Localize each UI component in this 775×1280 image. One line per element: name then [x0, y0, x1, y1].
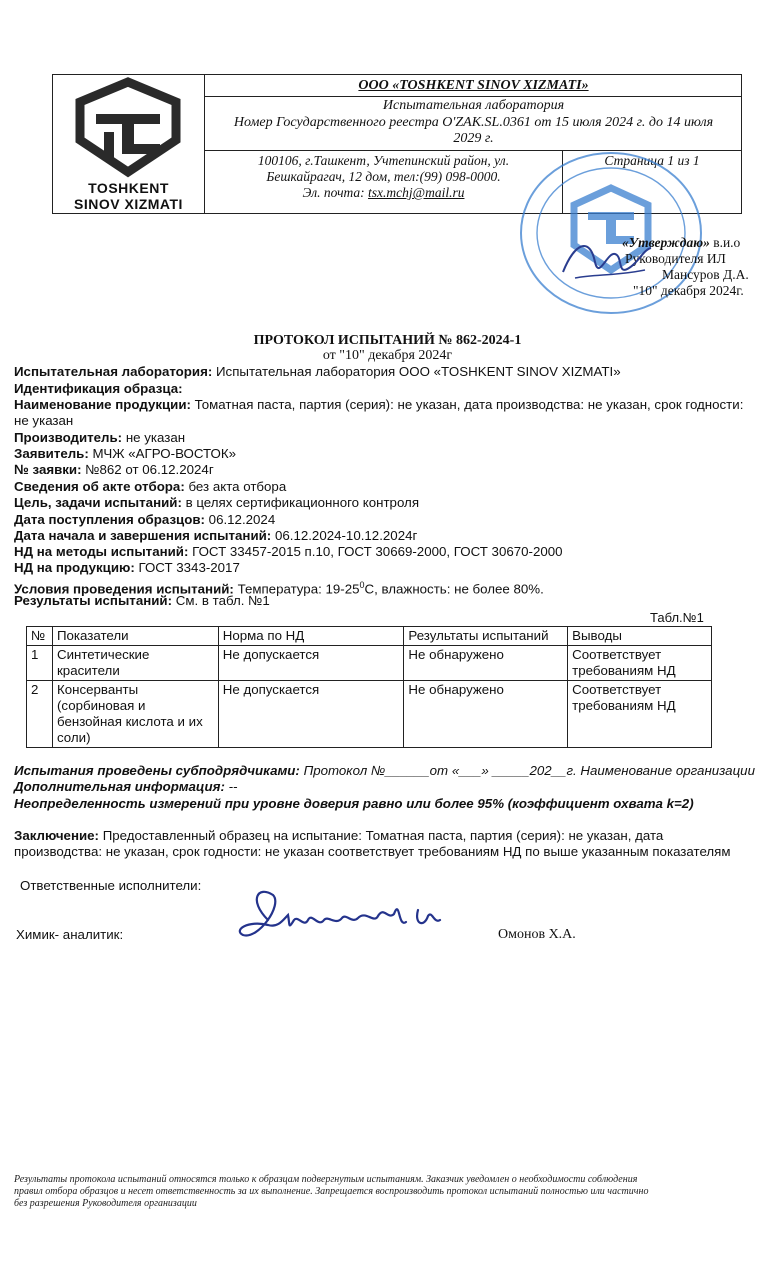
field-request [14, 462, 214, 478]
footer-line: без разрешения Руководителя организации [14, 1198, 197, 1209]
signature-icon [228, 880, 458, 955]
field-value: 06.12.2024 [208, 512, 276, 527]
protocol-date: от "10" декабря 2024г [322, 348, 453, 363]
footer-note [14, 1174, 762, 1210]
page-counter: Страница 1 из 1 [604, 153, 700, 168]
field-goal [14, 495, 419, 511]
field-value: 06.12.2024-10.12.2024г [274, 528, 418, 543]
conclusion-line2: производства: не указан, срок годности: не указан соответствует требованиям НД по выше указанным показателям [14, 844, 731, 859]
note-subcontract [14, 763, 755, 779]
field-label: НД на продукцию: [14, 560, 135, 575]
table-cell: Синтетические красители [52, 646, 218, 681]
field-value: См. в табл. №1 [175, 593, 270, 608]
field-value: №862 от 06.12.2024г [85, 462, 214, 477]
field-label: Идентификация образца: [14, 381, 183, 396]
field-label: Заявитель: [14, 446, 89, 461]
table-header-row [27, 627, 712, 646]
field-label: Дата поступления образцов: [14, 512, 205, 527]
field-value: в целях сертификационного контроля [185, 495, 420, 510]
approval-acting: в.и.о [713, 235, 741, 250]
table-caption: Табл.№1 [650, 610, 704, 625]
email-link[interactable]: tsx.mchj@mail.ru [368, 185, 465, 200]
address-line1: 100106, г.Ташкент, Учтепинский район, ул. [257, 153, 510, 168]
table-cell: Консерванты (сорбиновая и бензойная кислота и их соли) [52, 681, 218, 748]
field-value: Температура: 19-25 [237, 581, 360, 597]
table-cell: Не допускается [218, 681, 404, 748]
address-line2: Бешкайрагач, 12 дом, тел:(99) 098-0000. [266, 169, 501, 184]
field-label: Сведения об акте отбора: [14, 479, 185, 494]
table-cell: Соответствует требованиям НД [568, 681, 712, 748]
field-maker [14, 430, 185, 446]
lab-line2: Номер Государственного реестра O'ZAK.SL.0361 от 15 июля 2024 г. до 14 июля [233, 115, 714, 130]
field-label: № заявки: [14, 462, 82, 477]
lab-line3: 2029 г. [453, 131, 494, 146]
note-uncertainty: Неопределенность измерений при уровне доверия равно или более 95% (коэффициент охвата k=2) [14, 796, 694, 811]
field-sampling [14, 479, 286, 495]
field-applicant [14, 446, 236, 462]
email-label: Эл. почта: [302, 185, 365, 200]
conclusion-line1 [14, 828, 663, 844]
field-label: Цель, задачи испытаний: [14, 495, 182, 510]
field-lab [14, 364, 621, 380]
field-value: без акта отбора [188, 479, 287, 494]
note-label: Испытания проведены субподрядчиками: [14, 763, 300, 778]
ts-logo-icon [52, 74, 205, 184]
logo-text [52, 180, 205, 212]
note-value: Протокол №______от «___» _____202__г. Наименование организации [303, 763, 755, 778]
field-value: Томатная паста, партия (серия): не указан, дата производства: не указан, срок годности: [194, 397, 744, 412]
table-cell: 1 [27, 646, 53, 681]
note-value: -- [228, 779, 238, 794]
table-cell: Соответствует требованиям НД [568, 646, 712, 681]
field-product-cont: не указан [14, 413, 74, 428]
field-label: Дата начала и завершения испытаний: [14, 528, 272, 543]
org-name: ООО «TOSHKENT SINOV XIZMATI» [358, 78, 589, 93]
col-header: Выводы [568, 627, 712, 646]
field-label: Производитель: [14, 430, 123, 445]
table-row [27, 681, 712, 748]
degree-sup: 0 [359, 580, 365, 590]
col-header: Результаты испытаний [404, 627, 568, 646]
protocol-title: ПРОТОКОЛ ИСПЫТАНИЙ № 862-2024-1 [253, 333, 522, 348]
lab-line1: Испытательная лаборатория [382, 98, 565, 113]
field-value: ГОСТ 3343-2017 [138, 560, 240, 575]
table-cell: 2 [27, 681, 53, 748]
field-product [14, 397, 743, 413]
field-label: Условия проведения испытаний: [14, 581, 234, 597]
col-header: № [27, 627, 53, 646]
field-label: НД на методы испытаний: [14, 544, 189, 559]
field-label: Испытательная лаборатория: [14, 364, 213, 379]
footer-line: Результаты протокола испытаний относятся только к образцам подвергнутым испытаниям. Заказчик уведомлен о необходимости соблюдения [14, 1174, 638, 1185]
responsible-label: Ответственные исполнители: [20, 878, 202, 893]
conclusion-label: Заключение: [14, 828, 99, 843]
table-cell: Не допускается [218, 646, 404, 681]
note-label: Дополнительная информация: [14, 779, 225, 794]
field-period [14, 528, 417, 544]
field-value: МЧЖ «АГРО-ВОСТОК» [92, 446, 237, 461]
field-value: ГОСТ 33457-2015 п.10, ГОСТ 30669-2000, ГОСТ 30670-2000 [192, 544, 563, 559]
approval-line4: "10" декабря 2024г. [633, 283, 744, 298]
approval-word: «Утверждаю» [622, 235, 710, 250]
approval-line2: Руководителя ИЛ [625, 251, 726, 266]
table-cell: Не обнаружено [404, 681, 568, 748]
field-value: не указан [125, 430, 186, 445]
signer-name: Омонов Х.А. [498, 927, 576, 942]
table-row [27, 646, 712, 681]
col-header: Норма по НД [218, 627, 404, 646]
field-received [14, 512, 275, 528]
approval-signature-icon [555, 232, 655, 292]
field-nd [14, 560, 240, 576]
note-additional [14, 779, 237, 795]
field-label: Наименование продукции: [14, 397, 191, 412]
role-label: Химик- аналитик: [16, 927, 124, 942]
col-header: Показатели [52, 627, 218, 646]
logo-text-line2: SINOV XIZMATI [74, 196, 183, 212]
logo-text-line1: TOSHKENT [88, 180, 169, 196]
conclusion-text: Предоставленный образец на испытание: Томатная паста, партия (серия): не указан, дата [102, 828, 664, 843]
field-ident [14, 381, 183, 397]
table-cell: Не обнаружено [404, 646, 568, 681]
email-line [205, 184, 562, 202]
results-table [26, 626, 712, 748]
approval-line3: Мансуров Д.А. [662, 267, 749, 282]
field-label: Результаты испытаний: [14, 593, 173, 608]
field-results [14, 593, 270, 609]
field-value: С, влажность: не более 80%. [364, 581, 544, 597]
field-methods [14, 544, 563, 560]
footer-line: правил отбора образцов и несет ответственность за их выполнение. Запрещается воспроизводить протокол испытаний полностью или частично [14, 1186, 649, 1197]
field-value: Испытательная лаборатория ООО «TOSHKENT SINOV XIZMATI» [216, 364, 621, 379]
